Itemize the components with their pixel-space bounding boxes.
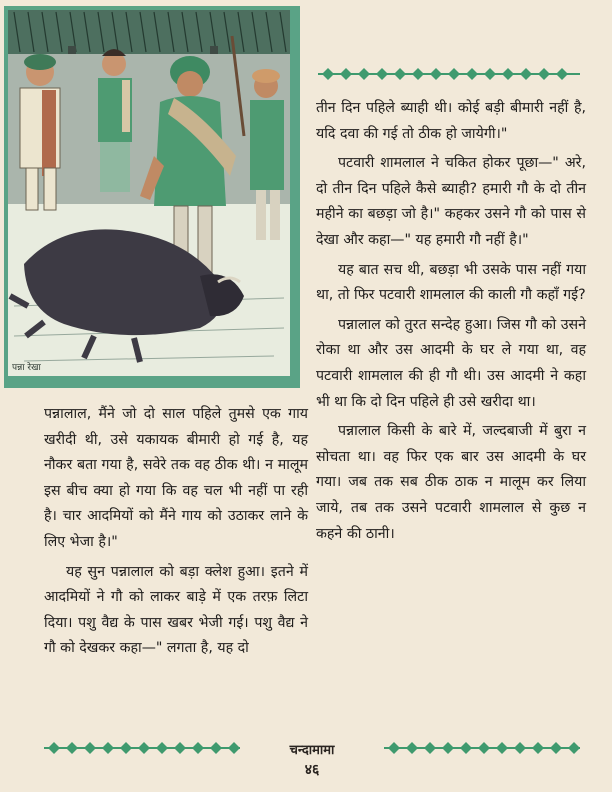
ornament-bottom-right — [384, 740, 580, 756]
magazine-title: चन्दामामा — [289, 743, 335, 758]
paragraph: तीन दिन पहिले ब्याही थी। कोई बड़ी बीमारी नहीं है, यदि दवा की गई तो ठीक हो जायेगी।" — [316, 100, 586, 142]
paragraph: यह सुन पन्नालाल को बड़ा क्लेश हुआ। इतने में आदमियों ने गौ को लाकर बाड़े में एक तरफ़ लिटा दिया। पशु वैद्य के पास खबर भेजी गई। पशु वैद्य ने गौ को देखकर कहा—" लगता है, यह दो — [44, 563, 308, 657]
right-text-column — [316, 96, 586, 551]
story-illustration — [4, 6, 300, 388]
page-number: ४६ — [304, 762, 320, 778]
paragraph: यह बात सच थी, बछड़ा भी उसके पास नहीं गया था, तो फिर पटवारी शामलाल की काली गौ कहाँ गई? — [316, 261, 586, 304]
paragraph: पटवारी शामलाल ने चकित होकर पूछा—" अरे, दो तीन दिन पहिले कैसे ब्याही? हमारी गौ के दो तीन महीने का बछड़ा जो है।" कहकर उसने गौ को पास से देखा और कहा—" यह हमारी गौ नहीं है।" — [316, 155, 586, 248]
artist-signature: पन्ना रेखा — [12, 363, 41, 373]
paragraph: पन्नालाल किसी के बारे में, जल्दबाजी में बुरा न सोचता था। वह फिर एक बार उस आदमी के घर गया। जब तक सब ठीक ठाक न मालूम कर लिया जाये, तब तक उसने पटवारी शामलाल से कुछ न कहने की ठानी। — [316, 423, 586, 542]
left-text-column — [44, 402, 308, 666]
illustration-art — [4, 6, 300, 388]
ornament-bottom-left — [44, 740, 240, 756]
paragraph: पन्नालाल को तुरत सन्देह हुआ। जिस गौ को उसने रोका था और उस आदमी के घर ले गया था, वह पटवारी शामलाल की ही गौ थी। उस आदमी ने कहा भी था कि दो दिन पहिले ही उसे खरीदा था। — [316, 316, 586, 410]
paragraph: पन्नालाल, मैंने जो दो साल पहिले तुमसे एक गाय खरीदी थी, उसे यकायक बीमारी हो गई है, यह नौकर बता गया है, सवेरे तक वह ठीक थी। न मालूम इस बीच क्या हो गया कि वह चल भी नहीं पा रही है। चार आदमियों को मैंने गाय को उठाकर लाने के लिए भेजा है।" — [44, 406, 308, 550]
ornament-top — [318, 66, 580, 82]
